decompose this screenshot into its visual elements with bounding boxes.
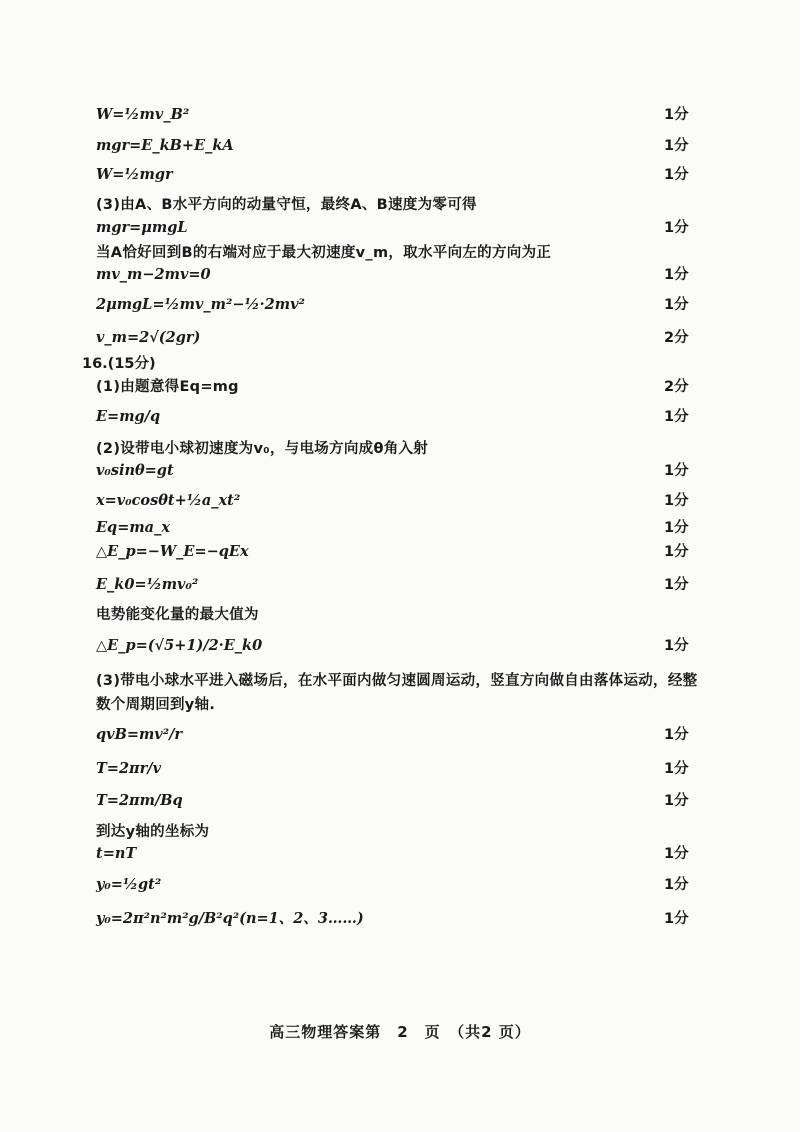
page-footer: 高三物理答案第 2 页 （共2 页） [269, 1023, 531, 1041]
score-mark: 2分 [664, 330, 689, 346]
equation: E=mg/q [96, 408, 161, 425]
equation: mv_m−2mv=0 [96, 266, 211, 283]
score-mark: 1分 [664, 138, 689, 154]
score-mark: 1分 [664, 727, 689, 743]
explanation-text: (3)由A、B水平方向的动量守恒，最终A、B速度为零可得 [96, 197, 477, 213]
explanation-text: 数个周期回到y轴. [96, 697, 216, 713]
score-mark: 1分 [664, 409, 689, 425]
score-mark: 1分 [664, 220, 689, 236]
score-mark: 1分 [664, 167, 689, 183]
score-mark: 1分 [664, 846, 689, 862]
equation: E_k0=½mv₀² [96, 576, 199, 593]
equation: T=2πr/v [96, 760, 162, 777]
explanation-text: (1)由题意得Eq=mg [96, 379, 239, 395]
equation: t=nT [96, 845, 137, 862]
equation: Eq=ma_x [96, 519, 170, 536]
equation: 2μmgL=½mv_m²−½·2mv² [96, 296, 305, 313]
score-mark: 1分 [664, 463, 689, 479]
score-mark: 1分 [664, 107, 689, 123]
explanation-text: (2)设带电小球初速度为v₀，与电场方向成θ角入射 [96, 441, 429, 457]
equation: v_m=2√(2gr) [96, 329, 201, 346]
score-mark: 1分 [664, 793, 689, 809]
score-mark: 1分 [664, 911, 689, 927]
score-mark: 1分 [664, 520, 689, 536]
equation: W=½mgr [96, 166, 173, 183]
equation: y₀=2π²n²m²g/B²q²(n=1、2、3……) [96, 910, 364, 927]
score-mark: 1分 [664, 493, 689, 509]
score-mark: 1分 [664, 544, 689, 560]
equation: mgr=μmgL [96, 219, 188, 236]
equation: y₀=½gt² [96, 876, 162, 893]
explanation-text: 电势能变化量的最大值为 [96, 607, 259, 623]
equation: △E_p=(√5+1)/2·E_k0 [96, 637, 263, 654]
equation: △E_p=−W_E=−qEx [96, 543, 249, 560]
equation: T=2πm/Bq [96, 792, 183, 809]
equation: mgr=E_kB+E_kA [96, 137, 234, 154]
score-mark: 2分 [664, 379, 689, 395]
explanation-text: 当A恰好回到B的右端对应于最大初速度v_m，取水平向左的方向为正 [96, 245, 552, 261]
equation: W=½mv_B² [96, 106, 190, 123]
score-mark: 1分 [664, 577, 689, 593]
equation: x=v₀cosθt+½a_xt² [96, 492, 241, 509]
score-mark: 1分 [664, 297, 689, 313]
score-mark: 1分 [664, 638, 689, 654]
equation: v₀sinθ=gt [96, 462, 174, 479]
explanation-text: 到达y轴的坐标为 [96, 824, 210, 840]
equation: qvB=mv²/r [96, 726, 183, 743]
score-mark: 1分 [664, 761, 689, 777]
explanation-text: (3)带电小球水平进入磁场后，在水平面内做匀速圆周运动，竖直方向做自由落体运动，经整 [96, 673, 698, 689]
score-mark: 1分 [664, 267, 689, 283]
question-number: 16.(15分) [82, 356, 156, 372]
score-mark: 1分 [664, 877, 689, 893]
